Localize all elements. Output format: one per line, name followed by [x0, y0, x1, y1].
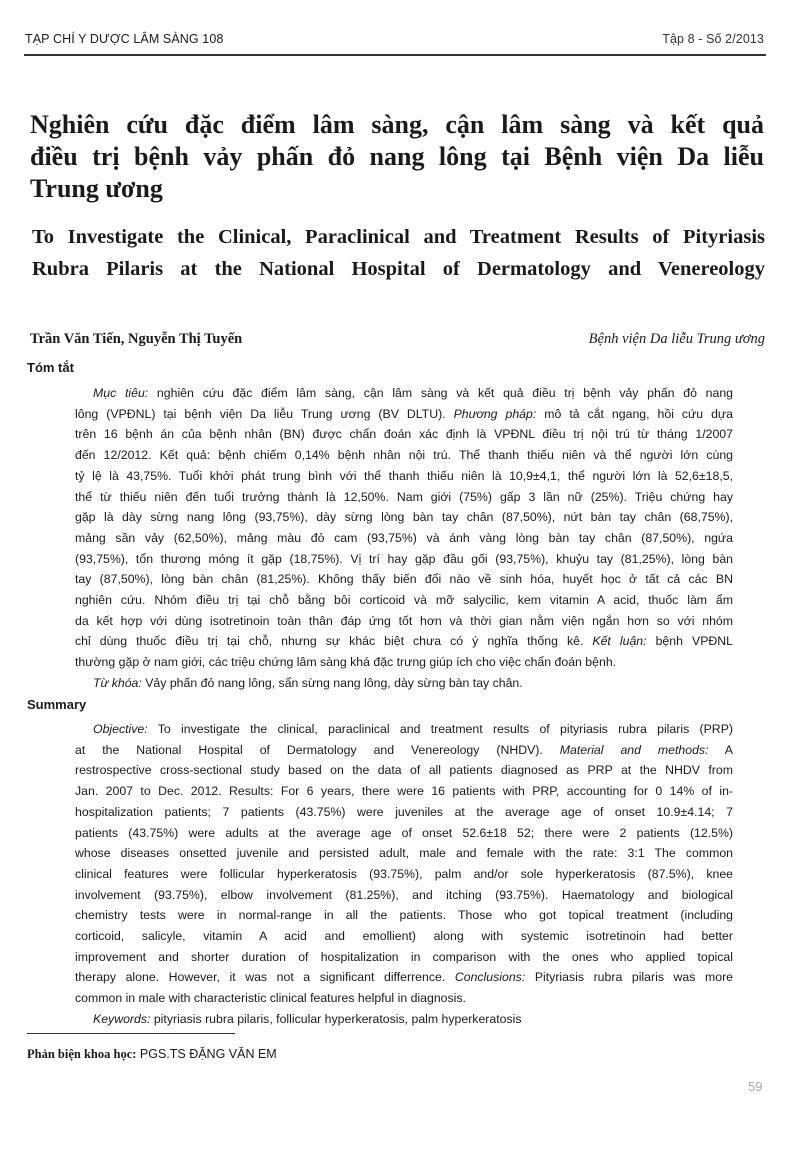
text-segment: nghiên cứu đặc điểm lâm sàng, cận lâm sàng và kết quả điều trị bệnh vảy phấn đỏ nang [148, 386, 733, 400]
text-segment: Jan. 2007 to Dec. 2012. Results: For 6 years, there were 16 patients with PRP, accounting for 0 14% of in- [75, 784, 733, 799]
text-segment: thể từ thiếu niên đến tuổi trưởng thành là 12,50%. Nam giới (75%) gấp 3 lần nữ (25%). Triệu chứng hay [75, 489, 733, 504]
text-segment: corticoid, salicyle, vitamin A acid and emollient) along with systemic isotretinoin had better [75, 929, 733, 943]
text-segment: hospitalization patients; 7 patients (43.75%) were juveniles at the average age of onset 10.9±4.14; 7 [75, 804, 733, 819]
abstract-line [75, 783, 733, 799]
header-divider [24, 54, 766, 56]
keywords-line [93, 675, 733, 691]
footnote-divider [27, 1033, 235, 1034]
section-label: Objective: [93, 722, 148, 736]
reviewer-label: Phản biện khoa học: [27, 1047, 137, 1061]
text-segment: patients (43.75%) were adults at the average age of onset 52.6±18 52; there were 2 patients (12.5%) [75, 825, 733, 840]
abstract-line [75, 406, 733, 422]
abstract-line [75, 530, 733, 546]
section-label: Phương pháp: [453, 406, 537, 421]
text-segment: bệnh VPĐNL [646, 634, 733, 649]
title-en-line: To Investigate the Clinical, Paraclinical and Treatment Results of Pityriasis [32, 226, 765, 248]
text-segment: tay (87,50%), lòng bàn chân (81,25%). Không thấy biến đổi nào về sinh hóa, huyết học ở tất cả các BN [75, 572, 733, 587]
abstract-en-heading: Summary [27, 697, 87, 712]
section-label: Kết luận: [592, 634, 647, 649]
title-vi-line: Trung ương [30, 174, 163, 203]
text-segment: mảng sần vảy (62,50%), mảng màu đỏ cam (93,75%) và ánh vàng lòng bàn tay chân (87,50%), ngứa [75, 530, 733, 545]
text-segment: restrospective cross-sectional study based on the data of all patients diagnosed as PRP at the NHDV from [75, 763, 733, 778]
text-segment: involvement (93.75%), elbow involvement (81.25%), and itching (93.75%). Haematology and biological [75, 887, 733, 902]
text-segment: Vảy phấn đỏ nang lông, sẩn sừng nang lông, dày sừng bàn tay chân. [141, 675, 523, 690]
text-segment: improvement and shorter duration of hospitalization in comparison with the ones who applied topical [75, 949, 733, 964]
abstract-line [75, 592, 733, 608]
text-segment: (93,75%), tổn thương móng ít gặp (18,75%). Vị trí hay gặp đầu gối (93,75%), khuỷu tay (81,25%), lòng bàn [75, 551, 733, 566]
abstract-line [75, 613, 733, 629]
abstract-line [75, 762, 733, 778]
abstract-line [75, 990, 733, 1006]
text-segment: A [708, 742, 733, 757]
abstract-line [93, 385, 733, 401]
abstract-line [75, 866, 733, 882]
text-segment: clinical features were follicular hyperkeratosis (93.75%), palm and/or sole hyperkeratosis (87.5%), knee [75, 866, 733, 881]
keywords-line [93, 1011, 733, 1027]
abstract-line [75, 804, 733, 820]
text-segment: đến 12/2012. Kết quả: bệnh chiếm 0,14% bệnh nhân nội trú. Thể thanh thiếu niên và thể người lớn cùng [75, 448, 733, 463]
reviewer-note [27, 1047, 277, 1062]
text-segment: thường gặp ở nam giới, các triệu chứng lâm sàng khá đặc trưng giúp ích cho việc chẩn đoán bệnh. [75, 655, 617, 670]
text-segment: chemistry tests were in normal-range in all the patients. Those who got topical treatment (including [75, 908, 733, 923]
abstract-line [75, 571, 733, 587]
abstract-line [75, 551, 733, 567]
text-segment: da kết hợp với dùng isotretinoin toàn thân đáp ứng tốt hơn và thời gian nằm viện ngắn hơn so với nhóm [75, 613, 733, 628]
text-segment: mô tả cắt ngang, hồi cứu dựa [536, 406, 734, 421]
text-segment: pityriasis rubra pilaris, follicular hyperkeratosis, palm hyperkeratosis [150, 1011, 522, 1026]
abstract-line [75, 489, 733, 505]
text-segment: tỷ lệ là 43,75%. Tuổi khởi phát trung bình với thể thanh thiếu niên là 10,9±4,1, thể người lớn là 52,6±18,5, [75, 468, 733, 483]
abstract-line [75, 907, 733, 923]
abstract-line [75, 426, 733, 442]
text-segment: chỉ dùng thuốc điều trị tại chỗ, nhưng sự khác biệt chưa có ý nghĩa thống kê. [75, 634, 593, 649]
title-vi-line: điều trị bệnh vảy phấn đỏ nang lông tại Bệnh viện Da liễu [30, 142, 764, 171]
abstract-line [75, 742, 733, 758]
section-label: Material and methods: [559, 742, 709, 757]
text-segment: common in male with characteristic clinical features helpful in diagnosis. [75, 991, 466, 1006]
text-segment: at the National Hospital of Dermatology and Venereology (NHDV). [75, 742, 560, 757]
abstract-line [75, 468, 733, 484]
section-label: Keywords: [93, 1011, 151, 1026]
reviewer-name: PGS.TS ĐẶNG VĂN EM [136, 1047, 277, 1061]
abstract-line [75, 825, 733, 841]
abstract-vi-heading: Tóm tắt [27, 360, 74, 375]
section-label: Conclusions: [454, 970, 526, 985]
text-segment: lông (VPĐNL) tại bệnh viện Da liễu Trung ương (BV DLTU). [75, 406, 454, 421]
section-label: Từ khóa: [93, 675, 142, 690]
text-segment: Pityriasis rubra pilaris was more [525, 970, 734, 985]
abstract-line [75, 509, 733, 525]
authors: Trần Văn Tiến, Nguyễn Thị Tuyến [30, 331, 243, 347]
text-segment: therapy alone. However, it was not a significant differrence. [75, 970, 455, 985]
text-segment: whose diseases onsetted juvenile and persisted adult, male and female with the rate: 3:1 The common [75, 846, 733, 861]
page-number: 59 [748, 1079, 763, 1094]
affiliation: Bệnh viện Da liễu Trung ương [588, 331, 765, 347]
text-segment: nghiên cứu. Nhóm điều trị tại chỗ bằng bôi corticoid và mỡ salycilic, kem vitamin A acid, thuốc làm ẩm [75, 593, 733, 607]
abstract-line [93, 721, 733, 737]
abstract-line [75, 969, 733, 985]
abstract-line [75, 845, 733, 861]
journal-name: TẠP CHÍ Y DƯỢC LÂM SÀNG 108 [25, 32, 224, 46]
abstract-line [75, 447, 733, 463]
abstract-line [75, 654, 733, 670]
text-segment: gặp là dày sừng nang lông (93,75%), dày sừng lòng bàn tay chân (87,50%), nứt bàn tay chân (68,75%), [75, 510, 733, 525]
abstract-line [75, 949, 733, 965]
title-en-line: Rubra Pilaris at the National Hospital of Dermatology and Venereology [32, 258, 765, 280]
abstract-line [75, 633, 733, 649]
text-segment: To investigate the clinical, paraclinical and treatment results of pityriasis rubra pilaris (PRP) [147, 722, 733, 736]
issue-number: Tập 8 - Số 2/2013 [662, 32, 764, 46]
abstract-line [75, 928, 733, 944]
section-label: Mục tiêu: [93, 386, 149, 400]
title-vi-line: Nghiên cứu đặc điểm lâm sàng, cận lâm sàng và kết quả [30, 110, 764, 139]
abstract-line [75, 887, 733, 903]
text-segment: trên 16 bệnh án của bệnh nhân (BN) được chẩn đoán xác định là VPĐNL điều trị nội trú từ tháng 1/2007 [75, 427, 733, 442]
